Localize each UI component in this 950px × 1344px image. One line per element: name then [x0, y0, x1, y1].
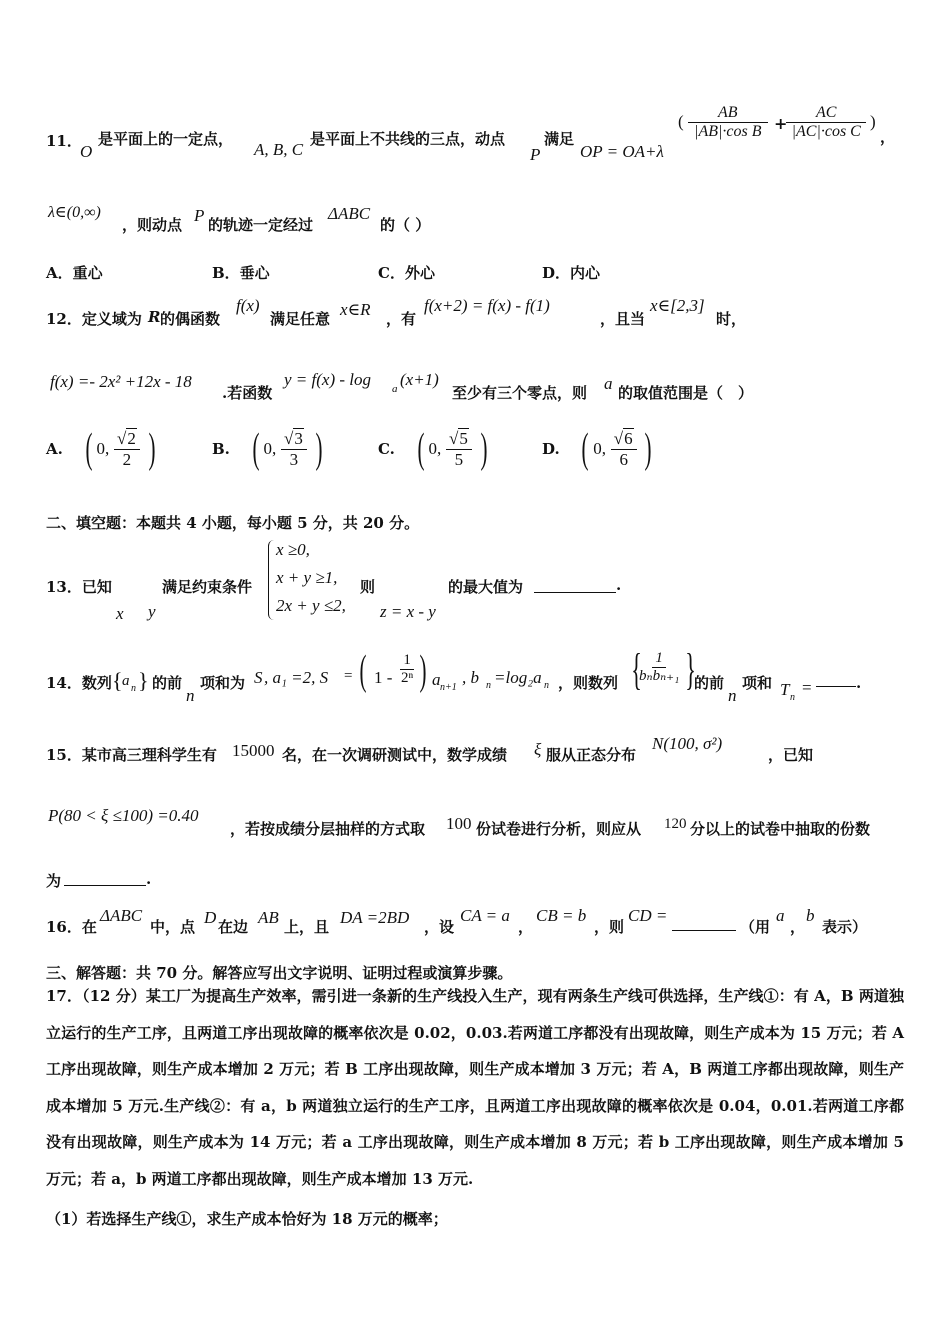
section-2-heading: 二、填空题：本题共 4 小题，每小题 5 分，共 20 分。 — [46, 514, 420, 532]
q14-answer-blank[interactable] — [816, 676, 856, 687]
section-3-heading: 三、解答题：共 70 分。解答应写出文字说明、证明过程或演算步骤。 — [46, 964, 513, 982]
q15-xi: ξ — [534, 740, 542, 759]
q15-end: . — [146, 870, 152, 888]
q12-option-a-lparen: ( — [85, 426, 93, 472]
q12-option-c-lparen: ( — [417, 426, 425, 472]
q11-text-1: 是平面上的一定点， — [98, 130, 234, 148]
q12-option-d-radicand: 6 — [624, 428, 633, 448]
q12-option-d — [542, 428, 655, 470]
q12-number: 12．定义域为 — [46, 310, 142, 328]
q15-text-2: 服从正态分布 — [546, 746, 637, 764]
q12-option-c-rparen: ) — [480, 426, 488, 472]
q14-number: 14．数列 — [46, 674, 112, 692]
q11-option-b: B．垂心 — [212, 264, 270, 282]
q14-set-fraction — [636, 650, 682, 686]
q16-number: 16．在 — [46, 918, 97, 936]
q12-option-d-sqrt-glyph: √ — [613, 428, 624, 448]
q11-plus: + — [774, 114, 788, 133]
q12-option-c-den: 5 — [454, 449, 464, 469]
q12-option-b-inner: 0, — [263, 439, 277, 458]
q16-eq-3: CB = b — [536, 906, 587, 925]
q11-text-4: ，则动点 — [122, 216, 183, 234]
q12-option-b-radicand: 3 — [294, 428, 303, 448]
q11-frac2-den: |AC|·cos C — [791, 123, 861, 141]
q14-text-1: 的前 — [152, 674, 183, 692]
q11-fraction-1 — [688, 104, 768, 142]
q14-fraction — [398, 652, 416, 688]
q12-option-a — [46, 428, 159, 470]
q16-text-6: （用 — [740, 918, 771, 936]
q12-option-c-num — [446, 429, 472, 450]
q12-option-b-sqrt-glyph: √ — [284, 428, 294, 448]
q11-lambda: λ∈(0,∞) — [48, 204, 101, 221]
q12-option-a-sqrt-glyph: √ — [116, 428, 127, 448]
q13-brace — [268, 540, 275, 620]
q13-answer-blank[interactable] — [534, 576, 616, 593]
q11-close-paren: ) — [870, 112, 876, 131]
q17-sub-1: （1）若选择生产线①，求生产成本恰好为 18 万元的概率； — [46, 1210, 448, 1228]
q17-body: 17．（12 分）某工厂为提高生产效率，需引进一条新的生产线投入生产，现有两条生产线可供选择，生产线①：有 A，B 两道独立运行的生产工序，且两道工序出现故障的概率依次是 0.02，0.03.若两道工序都没有出现故障，则生产成本为 15 万元；若 A 工序出现故障，则生产成本增加 2 万元；若 B 工序出现故障，则生产成本增加 3 万元；若 A，B 两道工序都出现故障，则生产成本增加 5 万元.生产线②：有 a，b 两道独立运行的生产工序，且两道工序出现故障的概率依次是 0.04，0.01.若两道工序都没有出现故障，则生产成本为 14 万元；若 a 工序出现故障，则生产成本增加 8 万元；若 b 工序出现故障，则生产成本增加 5 万元；若 a，b 两道工序都出现故障，则生产成本增加 13 万元. — [46, 987, 904, 1188]
q16-answer-blank[interactable] — [672, 916, 736, 931]
q14-eq-1: , a₁ =2, S — [264, 668, 329, 687]
q16-a: a — [776, 906, 785, 925]
q12-option-a-rparen: ) — [148, 426, 156, 472]
q15-score: 120 — [664, 816, 687, 832]
q13-text-1: 满足约束条件 — [162, 578, 253, 596]
q16-eq-1: DA =2BD — [340, 908, 410, 927]
q11-points-abc: A, B, C — [254, 140, 304, 159]
q14-rparen: ) — [419, 648, 427, 694]
q12-text-5: 时， — [716, 310, 747, 328]
q14-rbrace: } — [138, 668, 149, 693]
q13-then: 则 — [360, 578, 376, 596]
q11-number: 11． — [46, 132, 82, 150]
q12-text-6: .若函数 — [222, 384, 273, 402]
q15-text-6: 分以上的试卷中抽取的份数 — [690, 820, 871, 838]
q12-eq-3: y = f(x) - log — [284, 370, 371, 389]
q14-text-5: 项和 — [742, 674, 773, 692]
q12-eq-1: f(x+2) = f(x) - f(1) — [424, 296, 550, 315]
q16-text-7: 表示） — [822, 918, 868, 936]
q11-frac1-num: AB — [688, 104, 768, 123]
q14-eq-2-sub: n+1 — [440, 682, 457, 693]
q14-frac-num: 1 — [400, 652, 414, 670]
q13-y: y — [148, 602, 156, 621]
q12-option-c-frac — [446, 429, 472, 469]
q12-option-d-label: D. — [542, 440, 560, 458]
q13-number: 13．已知 — [46, 578, 112, 596]
q14-end: . — [856, 674, 862, 692]
q13-x: x — [116, 604, 124, 623]
q14-sn: S — [254, 668, 263, 687]
q12-option-d-frac — [611, 429, 637, 469]
q12-eq-2: f(x) =- 2x² +12x - 18 — [50, 372, 192, 391]
q14-frac-den: 2ⁿ — [401, 670, 414, 687]
q11-text-6: 的（ ） — [380, 216, 431, 234]
q15-text-4: ，若按成绩分层抽样的方式取 — [230, 820, 426, 838]
q11-tail: ， — [880, 128, 896, 146]
q16-eq-2: CA = a — [460, 906, 510, 925]
q15-text-5: 份试卷进行分析，则应从 — [476, 820, 642, 838]
q12-option-d-lparen: ( — [581, 426, 589, 472]
q16-eq-4: CD = — [628, 906, 668, 925]
q16-text-3: 上，且 — [284, 918, 330, 936]
q12-r: R — [148, 308, 161, 326]
q11-option-d: D．内心 — [542, 264, 601, 282]
q11-text-2: 是平面上不共线的三点，动点 — [310, 130, 506, 148]
q12-text-7: 至少有三个零点，则 — [452, 384, 588, 402]
q14-log-sub: n — [544, 680, 549, 691]
q14-eq-4: =log₂a — [494, 668, 542, 687]
q14-set-frac-num: 1 — [652, 650, 666, 668]
q12-text-4: ，且当 — [600, 310, 646, 328]
q12-text-8: 的取值范围是（ ） — [618, 384, 754, 402]
q12-option-b-rparen: ) — [315, 426, 323, 472]
q15-text-7: 为 — [46, 872, 62, 890]
q16-comma: ， — [790, 918, 806, 936]
q11-fraction-2 — [786, 104, 866, 142]
q12-fx: f(x) — [236, 296, 260, 315]
q12-option-d-inner: 0, — [593, 439, 607, 458]
q15-number: 15．某市高三理科学生有 — [46, 746, 217, 764]
q16-text-5: ，则 — [594, 918, 625, 936]
q11-option-c: C．外心 — [378, 264, 435, 282]
q12-option-c-radicand: 5 — [459, 428, 468, 448]
q14-lparen: ( — [359, 648, 367, 694]
q11-point-o: O — [80, 142, 93, 161]
q15-probability: P(80 < ξ ≤100) =0.40 — [48, 806, 199, 825]
q12-option-b-den: 3 — [289, 449, 299, 469]
q12-option-b-frac — [281, 429, 307, 469]
q14-eq-3: , b — [462, 668, 479, 687]
q12-option-a-num — [114, 429, 140, 450]
q11-open-paren: ( — [678, 112, 684, 131]
q12-option-a-frac — [114, 429, 140, 469]
q12-option-d-num — [611, 429, 637, 450]
q12-option-b-num — [281, 429, 307, 450]
q14-tn: T — [780, 680, 790, 699]
q13-text-2: 的最大值为 — [448, 578, 524, 596]
q14-text-4: 的前 — [694, 674, 725, 692]
q14-an-sub: n — [131, 683, 136, 694]
q12-option-a-label: A. — [46, 440, 63, 458]
q13-constraint-2: x + y ≥1, — [276, 568, 338, 587]
q14-lbrace: { — [112, 668, 123, 693]
q14-set-rbrace: } — [685, 645, 696, 694]
q11-point-p-2: P — [194, 206, 205, 225]
q16-text-2: 在边 — [218, 918, 249, 936]
q12-option-d-den: 6 — [619, 449, 628, 469]
q14-eq-2: a — [432, 670, 441, 689]
q14-eq-5: = — [802, 678, 812, 697]
q12-option-d-rparen: ) — [644, 426, 652, 472]
q14-n: n — [186, 686, 195, 705]
q14-text-2: 项和为 — [200, 674, 246, 692]
q12-eq-3b: (x+1) — [400, 370, 439, 389]
q14-set-lbrace: { — [631, 645, 642, 694]
q12-option-b-label: B. — [212, 440, 230, 458]
q14-eq-equals: = — [344, 668, 353, 684]
q11-frac1-den: |AB|·cos B — [694, 123, 762, 141]
q12-text-3: ，有 — [386, 310, 417, 328]
q13-constraint-1: x ≥0, — [276, 540, 310, 559]
q14-n-2: n — [728, 686, 737, 705]
q11-frac2-num: AC — [786, 104, 866, 123]
q16-sep: ， — [518, 918, 534, 936]
q11-point-p: P — [530, 145, 541, 164]
q16-d: D — [204, 908, 217, 927]
q12-option-c-label: C. — [378, 440, 395, 458]
q12-x-in-r: x∈R — [340, 300, 371, 319]
q14-eq-paren: 1 - — [374, 668, 393, 687]
q13-objective: z = x - y — [380, 602, 436, 621]
q12-a: a — [604, 374, 613, 393]
q13-end: . — [616, 576, 622, 594]
q15-text-3: ，已知 — [768, 746, 814, 764]
q11-vector-eq: OP = OA+λ — [580, 142, 664, 161]
q14-an: a — [122, 673, 130, 689]
q12-option-c-sqrt-glyph: √ — [449, 428, 459, 448]
q16-text-4: ，设 — [424, 918, 455, 936]
q12-option-b — [212, 428, 326, 470]
q12-option-c-inner: 0, — [428, 439, 442, 458]
q11-triangle: ΔABC — [328, 204, 371, 223]
q16-triangle: ΔABC — [100, 906, 143, 925]
q15-answer-blank[interactable] — [64, 870, 146, 886]
q12-option-c — [378, 428, 491, 470]
q14-text-3: ，则数列 — [558, 674, 619, 692]
q14-set-frac-den: bₙbₙ₊₁ — [639, 668, 680, 685]
q12-option-b-lparen: ( — [252, 426, 260, 472]
q11-option-a: A．重心 — [46, 264, 103, 282]
q15-count: 15000 — [232, 741, 275, 760]
q15-text-1: 名，在一次调研测试中，数学成绩 — [282, 746, 508, 764]
q12-option-a-radicand: 2 — [127, 428, 136, 448]
q14-tn-sub: n — [790, 692, 795, 703]
q12-text-1: 的偶函数 — [160, 310, 221, 328]
q16-ab: AB — [258, 908, 279, 927]
q12-option-a-inner: 0, — [96, 439, 110, 458]
q12-option-a-den: 2 — [122, 449, 132, 469]
q16-text-1: 中，点 — [150, 918, 196, 936]
q11-text-3: 满足 — [544, 130, 575, 148]
q11-text-5: 的轨迹一定经过 — [208, 216, 314, 234]
q15-normal: N(100, σ²) — [652, 734, 723, 753]
q13-constraint-3: 2x + y ≤2, — [276, 596, 346, 615]
q12-log-base: a — [392, 383, 398, 395]
q14-bn-sub: n — [486, 680, 491, 691]
q16-b: b — [806, 906, 815, 925]
q12-text-2: 满足任意 — [270, 310, 331, 328]
q12-interval: x∈[2,3] — [650, 296, 705, 315]
q15-sample-size: 100 — [446, 814, 472, 833]
